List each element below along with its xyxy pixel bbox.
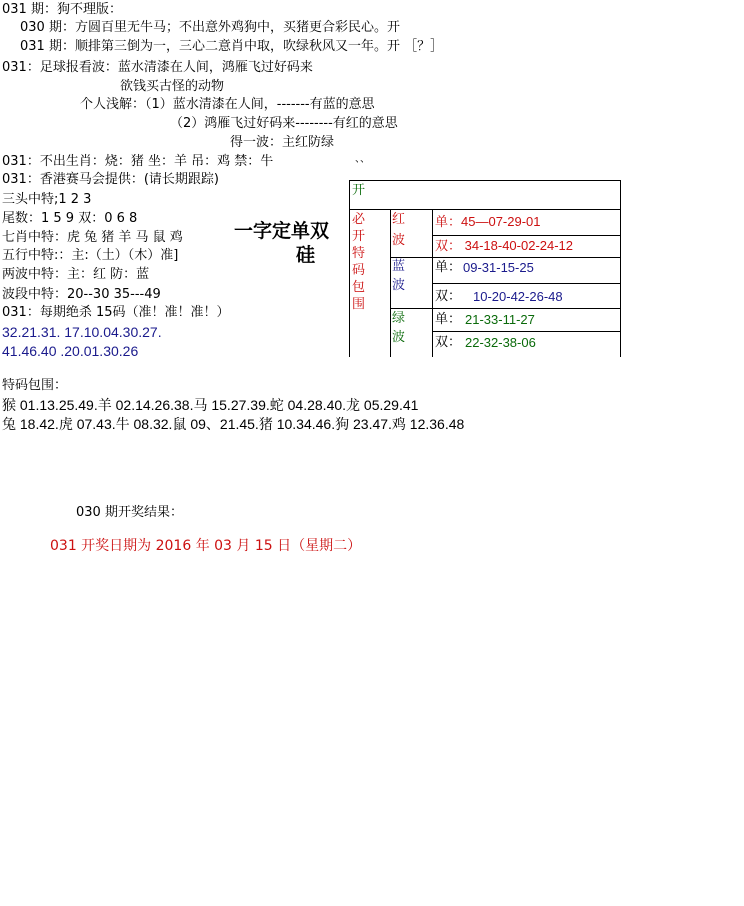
wave-range: 波段中特：20--30 35---49 [2, 287, 161, 302]
green-single: 21-33-11-27 [465, 312, 535, 327]
center-heading: 一字定单双 [234, 220, 330, 242]
wave-table [349, 180, 621, 357]
special-surround-title: 特码包围： [2, 378, 68, 393]
green-double-prefix: 双： [435, 335, 462, 350]
side-char-6: 围 [352, 297, 366, 312]
green-double: 22-32-38-06 [465, 335, 536, 350]
kill-numbers-row-2: 41.46.40 .20.01.30.26 [2, 343, 139, 359]
side-char-1: 必 [352, 212, 366, 227]
blue-wave-label-2: 波 [392, 278, 406, 293]
draw-date: 031 开奖日期为 2016 年 03 月 15 日（星期二） [50, 538, 362, 554]
green-wave-label-1: 绿 [392, 311, 406, 326]
red-double: 双： 34-18-40-02-24-12 [435, 238, 574, 253]
side-char-5: 包 [352, 280, 366, 295]
riddle-031: 031 期：顺排第三倒为一，三心二意肖中取，吹绿秋风又一年。开 ［？］ [20, 39, 444, 54]
title-line: 031 期：狗不理版： [2, 2, 122, 17]
kill-numbers-title: 031：每期绝杀 15码（准！准！准！） [2, 305, 230, 320]
red-single: 单：45—07-29-01 [435, 214, 541, 229]
kill-numbers-row-1: 32.21.31. 17.10.04.30.27. [2, 324, 162, 340]
strange-animal-line: 欲钱买古怪的动物 [120, 79, 225, 94]
blue-double: 10-20-42-26-48 [473, 289, 563, 304]
excluded-zodiac: 031：不出生肖：烧：猪 坐：羊 吊：鸡 禁：牛 [2, 154, 274, 169]
blue-single-prefix: 单： [435, 260, 462, 275]
table-header: 开 [352, 183, 366, 198]
blue-double-prefix: 双： [435, 289, 462, 304]
blue-single: 09-31-15-25 [463, 260, 534, 275]
wave-conclusion: 得一波：主红防绿 [230, 135, 335, 150]
seven-zodiac: 七肖中特：虎 兔 猪 羊 马 鼠 鸡 [2, 230, 183, 245]
red-wave-label-2: 波 [392, 233, 406, 248]
side-char-3: 特 [352, 246, 366, 261]
interpretation-2: （2）鸿雁飞过好码来--------有红的意思 [170, 116, 398, 131]
zodiac-numbers-row-1: 猴 01.13.25.49.羊 02.14.26.38.马 15.27.39.蛇 04.28.40.龙 05.29.41 [2, 397, 419, 413]
side-char-4: 码 [352, 263, 366, 278]
jockey-club-line: 031：香港赛马会提供：(请长期跟踪) [2, 172, 219, 187]
tail-numbers: 尾数：1 5 9 双：0 6 8 [2, 211, 138, 226]
riddle-030: 030 期：方圆百里无牛马；不出意外鸡狗中，买猪更合彩民心。开 [20, 20, 400, 35]
stray-dots: 、、 [355, 154, 370, 165]
football-hint: 031：足球报看波：蓝水清漆在人间，鸿雁飞过好码来 [2, 60, 313, 75]
zodiac-numbers-row-2: 兔 18.42.虎 07.43.牛 08.32.鼠 09、21.45.猪 10.34.46.狗 23.47.鸡 12.36.48 [2, 416, 465, 432]
head-numbers: 三头中特;1 2 3 [2, 192, 92, 207]
two-waves: 两波中特：主：红 防：蓝 [2, 267, 150, 282]
blue-wave-label-1: 蓝 [392, 259, 406, 274]
green-wave-label-2: 波 [392, 330, 406, 345]
side-char-2: 开 [352, 229, 366, 244]
five-elements: 五行中特:：主:（土）（木）准] [2, 248, 179, 263]
interpretation-1: 个人浅解：（1）蓝水清漆在人间，-------有蓝的意思 [80, 97, 375, 112]
red-wave-label-1: 红 [392, 212, 406, 227]
center-heading-2: 硅 [296, 244, 316, 266]
green-single-prefix: 单： [435, 312, 462, 327]
draw-result-title: 030 期开奖结果： [76, 505, 183, 520]
